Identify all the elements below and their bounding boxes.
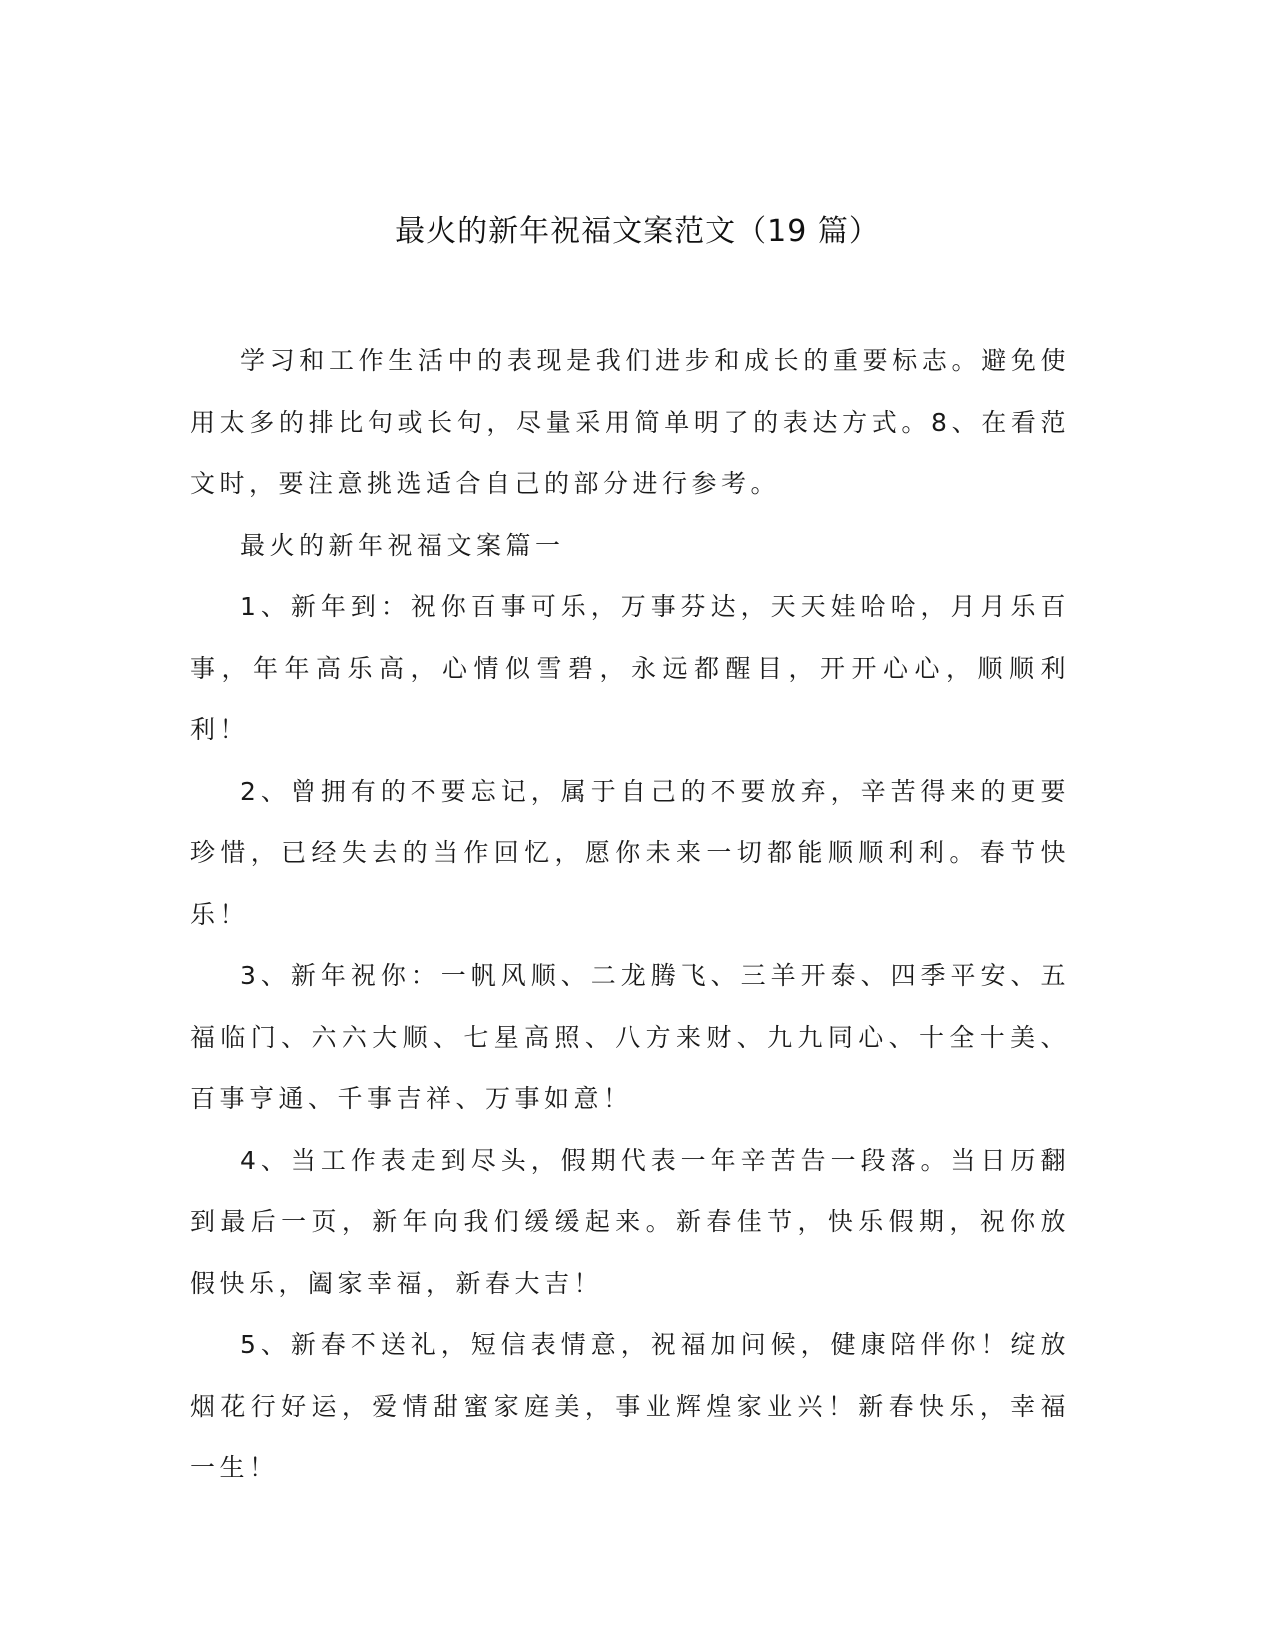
blessing-item-1: 1、新年到：祝你百事可乐，万事芬达，天天娃哈哈，月月乐百事，年年高乐高，心情似雪碧，永远都醒目，开开心心，顺顺利利！ bbox=[190, 592, 1070, 744]
intro-paragraph: 学习和工作生活中的表现是我们进步和成长的重要标志。避免使用太多的排比句或长句，尽量采用简单明了的表达方式。8、在看范文时，要注意挑选适合自己的部分进行参考。 bbox=[190, 346, 1070, 498]
blessing-item-3: 3、新年祝你：一帆风顺、二龙腾飞、三羊开泰、四季平安、五福临门、六六大顺、七星高照、八方来财、九九同心、十全十美、百事亨通、千事吉祥、万事如意！ bbox=[190, 961, 1070, 1113]
section-heading: 最火的新年祝福文案篇一 bbox=[240, 530, 565, 560]
document-body bbox=[190, 330, 1070, 1499]
blessing-item-5: 5、新春不送礼，短信表情意，祝福加问候，健康陪伴你！绽放烟花行好运，爱情甜蜜家庭美，事业辉煌家业兴！新春快乐，幸福一生！ bbox=[190, 1330, 1070, 1482]
blessing-item-2: 2、曾拥有的不要忘记，属于自己的不要放弃，辛苦得来的更要珍惜，已经失去的当作回忆，愿你未来一切都能顺顺利利。春节快乐！ bbox=[190, 776, 1070, 929]
blessing-item-4: 4、当工作表走到尽头，假期代表一年辛苦告一段落。当日历翻到最后一页，新年向我们缓缓起来。新春佳节，快乐假期，祝你放假快乐，阖家幸福，新春大吉！ bbox=[190, 1145, 1070, 1298]
document-title: 最火的新年祝福文案范文（19 篇） bbox=[395, 214, 880, 249]
